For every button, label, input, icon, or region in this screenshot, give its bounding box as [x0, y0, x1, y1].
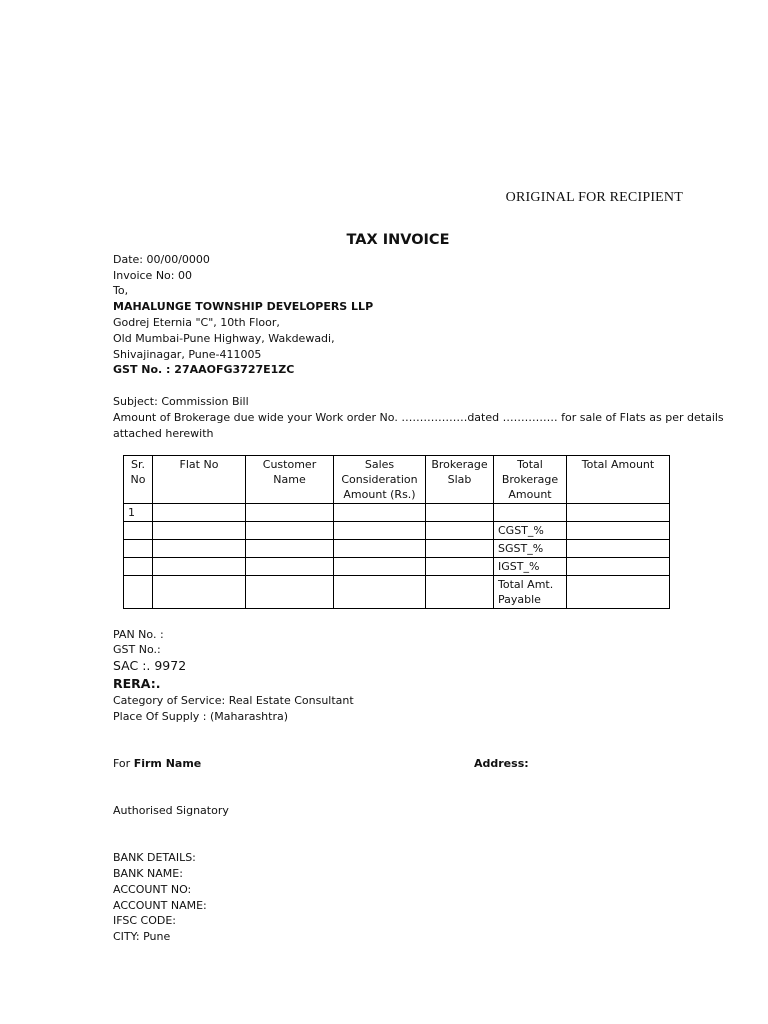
table-cell [153, 540, 246, 558]
recipient-address-line-2: Old Mumbai-Pune Highway, Wakdewadi, [113, 332, 335, 345]
header-total-amount-text: Total Amount [581, 458, 655, 471]
original-for-recipient-label: ORIGINAL FOR RECIPIENT [505, 190, 683, 205]
table-cell [246, 504, 334, 522]
table-cell [494, 504, 567, 522]
account-number: ACCOUNT NO: [113, 883, 192, 896]
row1-sr-no: 1 [124, 504, 153, 522]
gst-number: GST No.: [113, 643, 161, 656]
table-cell [426, 522, 494, 540]
invoice-title: TAX INVOICE [346, 232, 450, 248]
recipient-gst-number: GST No. : 27AAOFG3727E1ZC [113, 363, 295, 376]
subject-body-line-2: attached herewith [113, 427, 214, 440]
sgst-label: SGST_% [494, 540, 567, 558]
header-sales-consideration [334, 456, 426, 504]
header-sales-consideration-text: Sales Consideration Amount (Rs.) [341, 458, 418, 501]
table-cell [246, 576, 334, 609]
firm-name: Firm Name [133, 757, 202, 770]
table-row [124, 558, 670, 576]
to-label: To, [113, 284, 129, 297]
subject-line: Subject: Commission Bill [113, 395, 249, 408]
header-sr-no [124, 456, 153, 504]
header-sr-no-text: Sr. No [130, 458, 146, 486]
table-cell [153, 504, 246, 522]
firm-address-label: Address: [474, 757, 529, 770]
table-cell [567, 522, 670, 540]
table-row [124, 540, 670, 558]
header-brokerage-slab-text: Brokerage Slab [431, 458, 488, 486]
sac-code: SAC :. 9972 [113, 658, 187, 673]
table-cell [567, 504, 670, 522]
authorised-signatory: Authorised Signatory [113, 804, 229, 817]
place-of-supply: Place Of Supply : (Maharashtra) [113, 710, 289, 723]
header-flat-no-text: Flat No [179, 458, 219, 471]
invoice-number: Invoice No: 00 [113, 269, 192, 282]
table-cell [426, 504, 494, 522]
bank-city: CITY: Pune [113, 930, 171, 943]
total-amount-payable-text: Total Amt. Payable [498, 578, 554, 606]
table-cell [246, 558, 334, 576]
bank-name: BANK NAME: [113, 867, 183, 880]
table-row [124, 576, 670, 609]
ifsc-code: IFSC CODE: [113, 914, 177, 927]
recipient-company: MAHALUNGE TOWNSHIP DEVELOPERS LLP [113, 300, 374, 313]
cgst-label: CGST_% [494, 522, 567, 540]
header-total-amount [567, 456, 670, 504]
table-cell [426, 558, 494, 576]
brokerage-table [123, 455, 670, 609]
table-cell [567, 558, 670, 576]
table-cell [334, 504, 426, 522]
recipient-address-line-3: Shivajinagar, Pune-411005 [113, 348, 262, 361]
table-cell [334, 576, 426, 609]
header-total-brokerage-amount-text: Total Brokerage Amount [501, 458, 559, 501]
table-cell [124, 558, 153, 576]
header-brokerage-slab [426, 456, 494, 504]
rera-number: RERA:. [113, 676, 161, 691]
table-cell [153, 558, 246, 576]
table-cell [426, 540, 494, 558]
account-name: ACCOUNT NAME: [113, 899, 207, 912]
header-flat-no [153, 456, 246, 504]
for-prefix: For [113, 757, 134, 770]
table-cell [124, 540, 153, 558]
table-cell [124, 522, 153, 540]
total-amount-payable-label [494, 576, 567, 609]
header-customer-name-text: Customer Name [262, 458, 317, 486]
table-cell [334, 558, 426, 576]
table-cell [426, 576, 494, 609]
table-cell [246, 522, 334, 540]
bank-details-heading: BANK DETAILS: [113, 851, 196, 864]
invoice-date: Date: 00/00/0000 [113, 253, 210, 266]
igst-label: IGST_% [494, 558, 567, 576]
table-cell [246, 540, 334, 558]
table-row [124, 522, 670, 540]
table-cell [567, 576, 670, 609]
table-cell [153, 522, 246, 540]
table-cell [567, 540, 670, 558]
header-customer-name [246, 456, 334, 504]
for-firm-line [113, 756, 201, 771]
service-category: Category of Service: Real Estate Consultant [113, 694, 354, 707]
recipient-address-line-1: Godrej Eternia "C", 10th Floor, [113, 316, 280, 329]
table-cell [334, 522, 426, 540]
subject-body-line-1: Amount of Brokerage due wide your Work order No. ………………dated …………… for sale of Flats as per details [113, 411, 724, 424]
table-cell [124, 576, 153, 609]
table-cell [153, 576, 246, 609]
table-row [124, 504, 670, 522]
table-header-row [124, 456, 670, 504]
header-total-brokerage-amount [494, 456, 567, 504]
pan-number: PAN No. : [113, 628, 164, 641]
table-cell [334, 540, 426, 558]
